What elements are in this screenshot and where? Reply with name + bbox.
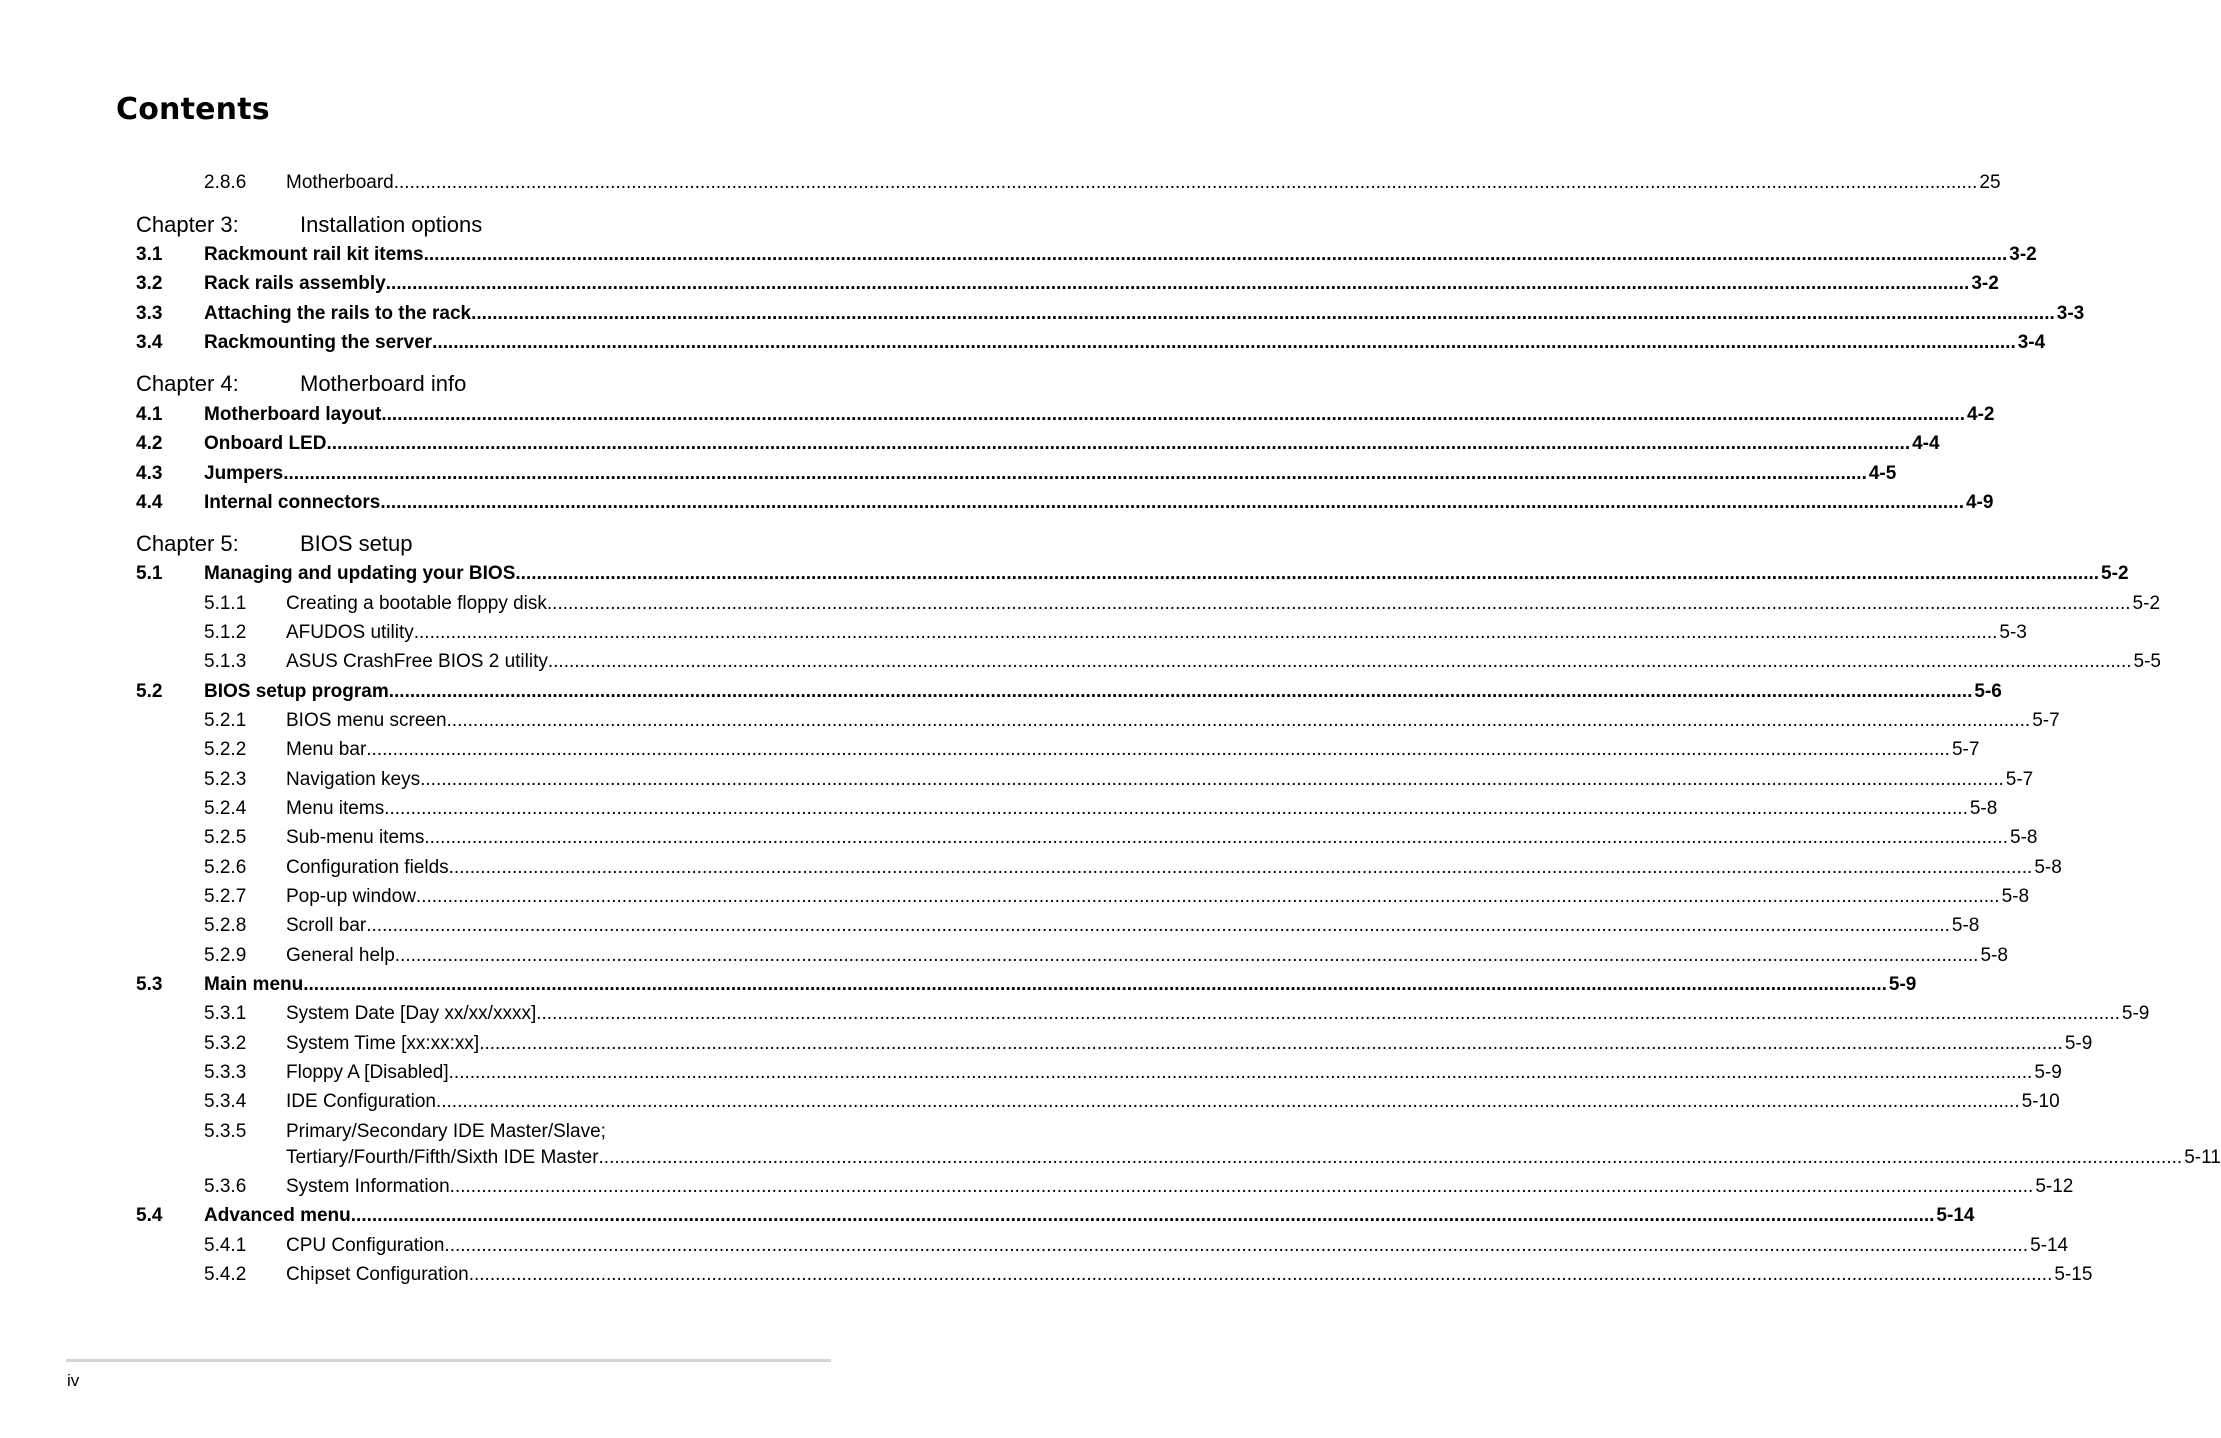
entry-leader-line: [204, 680, 2002, 704]
entry-page: 5-12: [2035, 1176, 2074, 1197]
entry-leader-line: [204, 243, 2037, 267]
entry-number: 5.1: [136, 563, 163, 584]
entry-page: 5-9: [2064, 1033, 2093, 1054]
entry-page: 3-2: [1971, 273, 1999, 294]
entry-page: 5-3: [1999, 622, 2027, 643]
entry-page: 5-2: [2101, 563, 2129, 584]
entry-title: Creating a bootable floppy disk: [286, 593, 547, 614]
toc-chapter-heading: [0, 211, 954, 239]
chapter-number: Chapter 5:: [136, 531, 239, 556]
entry-number: 4.1: [136, 404, 163, 425]
entry-title: General help: [286, 945, 395, 966]
entry-leader-line: [286, 826, 2038, 850]
entry-number: 3.2: [136, 273, 163, 294]
toc-entry: [0, 1146, 2221, 1170]
entry-title: Chipset Configuration: [286, 1264, 469, 1285]
entry-title: Onboard LED: [204, 433, 327, 454]
leader-dots: ............................................................................................................................................................................................................................................................................................................: [515, 563, 2100, 584]
entry-page: 5-6: [1974, 681, 2002, 702]
entry-page: 4-2: [1967, 404, 1995, 425]
entry-page: 5-9: [1888, 974, 1917, 995]
entry-leader-line: [204, 272, 1999, 296]
toc-entry: [0, 944, 2008, 968]
entry-page: 5-14: [1936, 1205, 1975, 1226]
toc-entry: [0, 973, 1917, 997]
entry-title: System Information: [286, 1176, 450, 1197]
leader-dots: ............................................................................................................................................................................................................................................................................................................: [444, 1235, 2029, 1256]
entry-leader-line: [286, 797, 1998, 821]
entry-number: 4.3: [136, 463, 163, 484]
entry-title: Internal connectors: [204, 492, 381, 513]
entry-page: 3-4: [2017, 332, 2046, 353]
leader-dots: ............................................................................................................................................................................................................................................................................................................: [546, 593, 2131, 614]
leader-dots: ............................................................................................................................................................................................................................................................................................................: [385, 273, 1970, 294]
entry-page: 4-9: [1965, 492, 1994, 513]
entry-title: Tertiary/Fourth/Fifth/Sixth IDE Master: [286, 1147, 599, 1168]
toc-entry: [0, 1090, 2060, 1114]
page-title: Contents: [116, 92, 270, 127]
entry-title: Sub-menu items: [286, 827, 425, 848]
entry-title: System Time [xx:xx:xx]: [286, 1033, 480, 1054]
toc-entry: [0, 302, 2085, 326]
entry-page: 5-14: [2030, 1235, 2069, 1256]
toc-entry: [0, 592, 2161, 616]
entry-number: 5.2.5: [204, 827, 247, 848]
entry-title: Rack rails assembly: [204, 273, 386, 294]
chapter-number: Chapter 4:: [136, 371, 239, 396]
entry-leader-line: [204, 432, 1940, 456]
leader-dots: ............................................................................................................................................................................................................................................................................................................: [388, 681, 1973, 702]
toc-entry: [0, 826, 2038, 850]
entry-number: 3.4: [136, 332, 163, 353]
leader-dots: ............................................................................................................................................................................................................................................................................................................: [415, 886, 2000, 907]
entry-title: Managing and updating your BIOS: [204, 563, 516, 584]
leader-dots: ............................................................................................................................................................................................................................................................................................................: [432, 332, 2016, 353]
entry-leader-line: [286, 1146, 2221, 1170]
entry-title: Motherboard layout: [204, 404, 382, 425]
entry-number: 5.3.4: [204, 1091, 247, 1112]
chapter-number: Chapter 3:: [136, 212, 239, 237]
toc-entry: [0, 462, 1897, 486]
chapter-title: Installation options: [300, 212, 483, 237]
entry-title: Pop-up window: [286, 886, 416, 907]
entry-page: 4-4: [1912, 433, 1940, 454]
leader-dots: ............................................................................................................................................................................................................................................................................................................: [394, 945, 1979, 966]
leader-dots: ............................................................................................................................................................................................................................................................................................................: [448, 1062, 2033, 1083]
footer-divider: [66, 1359, 831, 1362]
entry-title: Motherboard: [286, 172, 394, 193]
entry-number: 5.2.6: [204, 857, 247, 878]
entry-leader-line: [204, 491, 1994, 515]
toc-entry: [0, 914, 1980, 938]
entry-leader-line: [286, 885, 2030, 909]
entry-leader-line: [286, 650, 2161, 674]
page-number: iv: [67, 1371, 80, 1390]
leader-dots: ............................................................................................................................................................................................................................................................................................................: [384, 798, 1968, 819]
entry-leader-line: [204, 562, 2129, 586]
toc-entry: [0, 243, 2037, 267]
entry-page: 5-8: [1969, 798, 1998, 819]
entry-page: 5-8: [2034, 857, 2062, 878]
entry-title: Primary/Secondary IDE Master/Slave;: [286, 1121, 606, 1142]
leader-dots: ............................................................................................................................................................................................................................................................................................................: [283, 463, 1867, 484]
entry-number: 5.2.2: [204, 739, 247, 760]
entry-leader-line: [286, 768, 2034, 792]
leader-dots: ............................................................................................................................................................................................................................................................................................................: [420, 769, 2004, 790]
entry-number: 5.2.9: [204, 945, 247, 966]
chapter-title: BIOS setup: [300, 531, 413, 556]
toc-chapter-heading: [0, 370, 954, 398]
entry-leader-line: [286, 856, 2062, 880]
entry-number: 3.3: [136, 303, 163, 324]
entry-leader-line: [286, 1234, 2069, 1258]
toc-entry: [0, 1032, 2093, 1056]
entry-leader-line: [286, 1263, 2093, 1287]
entry-number: 5.1.1: [204, 593, 247, 614]
leader-dots: ............................................................................................................................................................................................................................................................................................................: [350, 1205, 1935, 1226]
entry-number: 5.4.2: [204, 1264, 247, 1285]
leader-dots: ............................................................................................................................................................................................................................................................................................................: [479, 1033, 2063, 1054]
entry-number: 5.2.8: [204, 915, 247, 936]
toc-entry: [0, 1175, 2074, 1199]
entry-page: 5-7: [2005, 769, 2034, 790]
leader-dots: ............................................................................................................................................................................................................................................................................................................: [393, 172, 1978, 193]
entry-page: 5-5: [2133, 651, 2161, 672]
leader-dots: ............................................................................................................................................................................................................................................................................................................: [598, 1147, 2183, 1168]
entry-number: 4.4: [136, 492, 163, 513]
entry-leader-line: [286, 944, 2008, 968]
entry-title: Jumpers: [204, 463, 284, 484]
entry-leader-line: [204, 1204, 1975, 1228]
toc-entry: [0, 768, 2034, 792]
entry-page: 5-9: [2121, 1003, 2150, 1024]
entry-title: Advanced menu: [204, 1205, 351, 1226]
entry-number: 5.3.2: [204, 1033, 247, 1054]
entry-leader-line: [286, 1002, 2150, 1026]
leader-dots: ............................................................................................................................................................................................................................................................................................................: [446, 710, 2031, 731]
entry-title: Menu items: [286, 798, 385, 819]
entry-number: 5.2.4: [204, 798, 247, 819]
entry-page: 3-3: [2056, 303, 2085, 324]
entry-leader-line: [286, 1061, 2062, 1085]
entry-number: 5.3: [136, 974, 163, 995]
entry-page: 5-7: [2032, 710, 2060, 731]
entry-page: 5-11: [2184, 1147, 2221, 1168]
entry-title: Navigation keys: [286, 769, 421, 790]
entry-page: 5-8: [2010, 827, 2038, 848]
entry-leader-line: [204, 331, 2046, 355]
entry-leader-line: [204, 973, 1917, 997]
leader-dots: ............................................................................................................................................................................................................................................................................................................: [536, 1003, 2120, 1024]
leader-dots: ............................................................................................................................................................................................................................................................................................................: [449, 1176, 2034, 1197]
toc-entry: [0, 491, 1994, 515]
entry-title: Main menu: [204, 974, 304, 995]
entry-number: 5.1.3: [204, 651, 247, 672]
entry-page: 5-2: [2132, 593, 2161, 614]
toc-entry: [0, 650, 2161, 674]
entry-title: IDE Configuration: [286, 1091, 436, 1112]
entry-title: CPU Configuration: [286, 1235, 445, 1256]
entry-number: 2.8.6: [204, 172, 247, 193]
entry-page: 5-7: [1951, 739, 1980, 760]
entry-leader-line: [286, 709, 2060, 733]
toc-entry: [0, 885, 2030, 909]
entry-number: 5.2.7: [204, 886, 247, 907]
entry-leader-line: [286, 738, 1980, 762]
entry-title: Floppy A [Disabled]: [286, 1062, 449, 1083]
entry-number: 3.1: [136, 244, 163, 265]
toc-entry: [0, 1263, 2093, 1287]
leader-dots: ............................................................................................................................................................................................................................................................................................................: [380, 492, 1964, 513]
leader-dots: ............................................................................................................................................................................................................................................................................................................: [423, 244, 2008, 265]
entry-title: Rackmount rail kit items: [204, 244, 424, 265]
toc-entry: [0, 562, 2129, 586]
toc-entry: [0, 403, 1995, 427]
entry-number: 5.2: [136, 681, 163, 702]
entry-page: 3-2: [2009, 244, 2037, 265]
toc-entry: [0, 1234, 2069, 1258]
entry-leader-line: [204, 403, 1995, 427]
leader-dots: ............................................................................................................................................................................................................................................................................................................: [366, 915, 1950, 936]
entry-leader-line: [286, 1032, 2093, 1056]
entry-title: Menu bar: [286, 739, 367, 760]
toc-entry: [0, 621, 2027, 645]
entry-title: System Date [Day xx/xx/xxxx]: [286, 1003, 537, 1024]
entry-number: 5.3.5: [204, 1121, 247, 1142]
leader-dots: ............................................................................................................................................................................................................................................................................................................: [326, 433, 1911, 454]
entry-leader-line: [286, 592, 2161, 616]
toc-entry: [0, 272, 1999, 296]
entry-leader-line: [286, 171, 2001, 195]
leader-dots: ............................................................................................................................................................................................................................................................................................................: [424, 827, 2008, 848]
toc-entry: [0, 856, 2062, 880]
leader-dots: ............................................................................................................................................................................................................................................................................................................: [303, 974, 1887, 995]
leader-dots: ............................................................................................................................................................................................................................................................................................................: [366, 739, 1950, 760]
toc-chapter-heading: [0, 530, 954, 558]
entry-number: 5.4: [136, 1205, 163, 1226]
entry-title: AFUDOS utility: [286, 622, 414, 643]
toc-entry: [0, 680, 2002, 704]
entry-title: BIOS menu screen: [286, 710, 447, 731]
toc-entry: [0, 1061, 2062, 1085]
entry-number: 5.2.3: [204, 769, 247, 790]
leader-dots: ............................................................................................................................................................................................................................................................................................................: [448, 857, 2033, 878]
entry-title: Configuration fields: [286, 857, 449, 878]
toc-entry: [0, 797, 1998, 821]
chapter-title: Motherboard info: [300, 371, 467, 396]
leader-dots: ............................................................................................................................................................................................................................................................................................................: [547, 651, 2132, 672]
toc-entry: [0, 709, 2060, 733]
entry-leader-line: [286, 1175, 2074, 1199]
entry-title: Scroll bar: [286, 915, 367, 936]
entry-number: 4.2: [136, 433, 163, 454]
entry-page: 5-15: [2054, 1264, 2093, 1285]
leader-dots: ............................................................................................................................................................................................................................................................................................................: [381, 404, 1965, 425]
entry-page: 4-5: [1868, 463, 1897, 484]
toc-entry: [0, 1204, 1975, 1228]
leader-dots: ............................................................................................................................................................................................................................................................................................................: [435, 1091, 2020, 1112]
entry-leader-line: [204, 302, 2085, 326]
toc-entry: [0, 738, 1980, 762]
entry-title: BIOS setup program: [204, 681, 389, 702]
leader-dots: ............................................................................................................................................................................................................................................................................................................: [471, 303, 2055, 324]
entry-page: 5-8: [1980, 945, 2008, 966]
leader-dots: ............................................................................................................................................................................................................................................................................................................: [468, 1264, 2053, 1285]
toc-entry: [0, 1002, 2150, 1026]
entry-number: 5.3.1: [204, 1003, 247, 1024]
entry-title: Attaching the rails to the rack: [204, 303, 472, 324]
entry-number: 5.3.3: [204, 1062, 247, 1083]
toc-entry: [0, 331, 2046, 355]
toc-entry: [0, 1120, 954, 1144]
entry-page: 5-8: [1951, 915, 1980, 936]
entry-leader-line: [286, 621, 2027, 645]
entry-page: 25: [1979, 172, 2001, 193]
entry-leader-line: [286, 914, 1980, 938]
entry-number: 5.1.2: [204, 622, 247, 643]
entry-page: 5-10: [2021, 1091, 2060, 1112]
entry-page: 5-9: [2034, 1062, 2062, 1083]
entry-title: ASUS CrashFree BIOS 2 utility: [286, 651, 548, 672]
entry-number: 5.4.1: [204, 1235, 247, 1256]
entry-leader-line: [286, 1090, 2060, 1114]
leader-dots: ............................................................................................................................................................................................................................................................................................................: [413, 622, 1998, 643]
entry-leader-line: [204, 462, 1897, 486]
entry-page: 5-8: [2001, 886, 2030, 907]
entry-title: Rackmounting the server: [204, 332, 433, 353]
toc-entry: [0, 171, 2001, 195]
entry-number: 5.3.6: [204, 1176, 247, 1197]
entry-number: 5.2.1: [204, 710, 247, 731]
toc-entry: [0, 432, 1940, 456]
